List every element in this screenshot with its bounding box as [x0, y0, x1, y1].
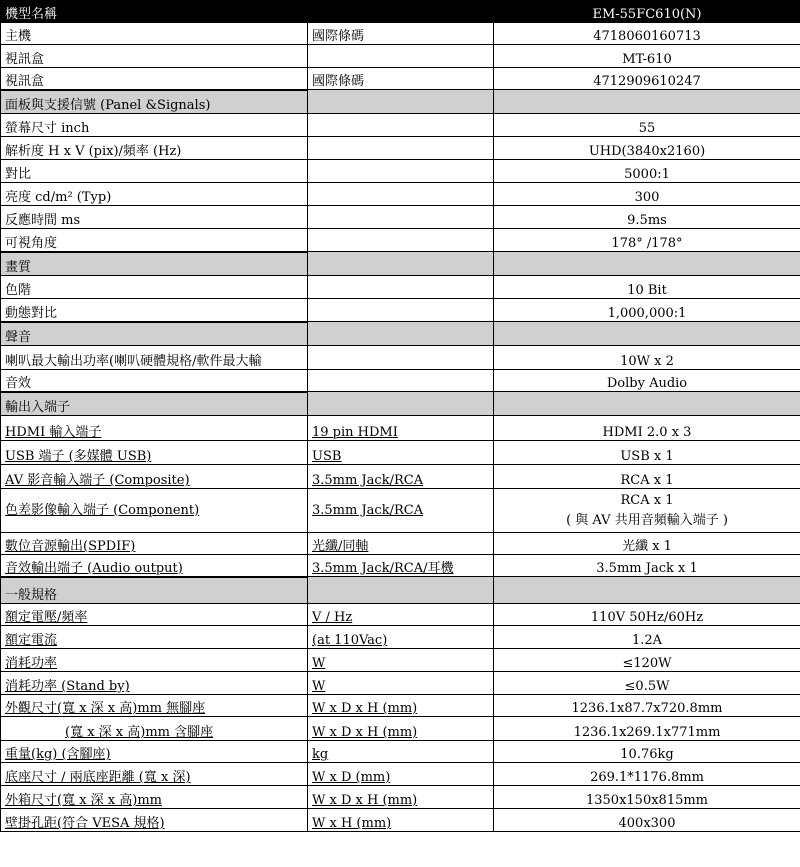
- section-header: [1, 90, 800, 114]
- spec-unit: [308, 206, 494, 229]
- spec-row: [1, 786, 800, 809]
- spec-label: 解析度 H x V (pix)/頻率 (Hz): [1, 137, 308, 160]
- spec-row: [1, 741, 800, 763]
- spec-value: 1,000,000:1: [494, 299, 800, 322]
- spec-value: MT-610: [494, 45, 800, 68]
- spec-row: [1, 137, 800, 160]
- spec-unit: 國際條碼: [308, 68, 494, 90]
- spec-value: USB x 1: [494, 441, 800, 465]
- spec-row: [1, 183, 800, 206]
- section-filler: [494, 322, 800, 346]
- spec-row: [1, 68, 800, 90]
- section-title: 面板與支援信號 (Panel &Signals): [1, 90, 308, 114]
- spec-value: 5000:1: [494, 160, 800, 183]
- spec-label: 對比: [1, 160, 308, 183]
- spec-value-text: RCA x 1: [620, 492, 674, 508]
- spec-value: 1.2A: [494, 626, 800, 649]
- spec-row: [1, 695, 800, 717]
- spec-label: 數位音源輸出(SPDIF): [1, 533, 308, 555]
- header-unit-cell: [308, 1, 494, 23]
- spec-value: 10W x 2: [494, 346, 800, 370]
- spec-row: [1, 604, 800, 626]
- header-model: EM-55FC610(N): [494, 1, 800, 23]
- section-header: [1, 392, 800, 416]
- spec-value-note: ( 與 AV 共用音頻輸入端子 ): [566, 512, 728, 528]
- spec-value: 光纖 x 1: [494, 533, 800, 555]
- section-filler: [494, 252, 800, 276]
- section-filler: [494, 392, 800, 416]
- spec-row: [1, 276, 800, 299]
- spec-label: 底座尺寸 / 兩底座距離 (寬 x 深): [1, 763, 308, 786]
- spec-row: [1, 672, 800, 695]
- section-header: [1, 322, 800, 346]
- spec-label: 動態對比: [1, 299, 308, 322]
- spec-row: [1, 489, 800, 533]
- section-title: 一般規格: [1, 577, 308, 604]
- spec-value: HDMI 2.0 x 3: [494, 416, 800, 441]
- section-filler: [494, 577, 800, 604]
- spec-unit: W x D x H (mm): [308, 717, 494, 741]
- spec-row: [1, 416, 800, 441]
- spec-row: [1, 114, 800, 137]
- spec-label: 重量(kg) (含腳座): [1, 741, 308, 763]
- section-title: 輸出入端子: [1, 392, 308, 416]
- spec-label: 消耗功率: [1, 649, 308, 672]
- spec-value: 4718060160713: [494, 23, 800, 45]
- spec-unit: W x D (mm): [308, 763, 494, 786]
- spec-label: 消耗功率 (Stand by): [1, 672, 308, 695]
- spec-value: 9.5ms: [494, 206, 800, 229]
- spec-label: 主機: [1, 23, 308, 45]
- spec-unit: [308, 160, 494, 183]
- spec-unit: W x H (mm): [308, 809, 494, 832]
- spec-row: [1, 809, 800, 832]
- spec-value: 1350x150x815mm: [494, 786, 800, 809]
- spec-row: [1, 465, 800, 489]
- spec-unit: [308, 346, 494, 370]
- spec-value: 269.1*1176.8mm: [494, 763, 800, 786]
- spec-label: 外箱尺寸(寬 x 深 x 高)mm: [1, 786, 308, 809]
- header-label: 機型名稱: [1, 1, 308, 23]
- section-filler: [308, 90, 494, 114]
- section-header: [1, 252, 800, 276]
- spec-label: AV 影音輸入端子 (Composite): [1, 465, 308, 489]
- spec-unit: [308, 183, 494, 206]
- spec-unit: W: [308, 672, 494, 695]
- section-filler: [308, 252, 494, 276]
- section-title: 畫質: [1, 252, 308, 276]
- spec-row: [1, 649, 800, 672]
- spec-value: 1236.1x269.1x771mm: [494, 717, 800, 741]
- section-filler: [308, 577, 494, 604]
- spec-unit: W x D x H (mm): [308, 786, 494, 809]
- spec-label: 音效輸出端子 (Audio output): [1, 555, 308, 577]
- spec-label: 螢幕尺寸 inch: [1, 114, 308, 137]
- spec-value: 10.76kg: [494, 741, 800, 763]
- spec-value: UHD(3840x2160): [494, 137, 800, 160]
- spec-unit: V / Hz: [308, 604, 494, 626]
- spec-unit: 3.5mm Jack/RCA: [308, 465, 494, 489]
- spec-row: [1, 346, 800, 370]
- spec-unit: 19 pin HDMI: [308, 416, 494, 441]
- spec-unit: [308, 299, 494, 322]
- spec-unit: 光纖/同軸: [308, 533, 494, 555]
- spec-value: 1236.1x87.7x720.8mm: [494, 695, 800, 717]
- spec-unit: [308, 370, 494, 392]
- spec-label: 可視角度: [1, 229, 308, 252]
- spec-unit: [308, 45, 494, 68]
- spec-label: 外觀尺寸(寬 x 深 x 高)mm 無腳座: [1, 695, 308, 717]
- spec-label: 額定電壓/頻率: [1, 604, 308, 626]
- spec-label: USB 端子 (多媒體 USB): [1, 441, 308, 465]
- spec-row: [1, 23, 800, 45]
- section-filler: [308, 322, 494, 346]
- spec-label: 音效: [1, 370, 308, 392]
- spec-unit: (at 110Vac): [308, 626, 494, 649]
- spec-row: [1, 370, 800, 392]
- spec-row: [1, 555, 800, 577]
- spec-unit: 國際條碼: [308, 23, 494, 45]
- spec-unit: USB: [308, 441, 494, 465]
- spec-value: 400x300: [494, 809, 800, 832]
- spec-value: 10 Bit: [494, 276, 800, 299]
- spec-row: [1, 626, 800, 649]
- spec-row: [1, 206, 800, 229]
- spec-label: (寬 x 深 x 高)mm 含腳座: [1, 717, 308, 741]
- spec-unit: 3.5mm Jack/RCA/耳機: [308, 555, 494, 577]
- spec-label: 壁掛孔距(符合 VESA 規格): [1, 809, 308, 832]
- spec-label: 視訊盒: [1, 45, 308, 68]
- spec-label: 亮度 cd/m² (Typ): [1, 183, 308, 206]
- spec-row: [1, 160, 800, 183]
- spec-row: [1, 441, 800, 465]
- spec-unit: W: [308, 649, 494, 672]
- spec-value: Dolby Audio: [494, 370, 800, 392]
- header-row: [1, 1, 800, 23]
- spec-label: HDMI 輸入端子: [1, 416, 308, 441]
- section-title: 聲音: [1, 322, 308, 346]
- spec-row: [1, 45, 800, 68]
- spec-label: 視訊盒: [1, 68, 308, 90]
- spec-label: 喇叭最大輸出功率(喇叭硬體規格/軟件最大輸: [1, 346, 308, 370]
- spec-unit: [308, 276, 494, 299]
- spec-unit: kg: [308, 741, 494, 763]
- spec-row: [1, 229, 800, 252]
- spec-unit: [308, 229, 494, 252]
- spec-value: [494, 489, 800, 533]
- spec-value: 4712909610247: [494, 68, 800, 90]
- spec-unit: [308, 114, 494, 137]
- spec-unit: [308, 137, 494, 160]
- spec-label: 色階: [1, 276, 308, 299]
- spec-row: [1, 533, 800, 555]
- spec-unit: 3.5mm Jack/RCA: [308, 489, 494, 533]
- spec-label: 色差影像輸入端子 (Component): [1, 489, 308, 533]
- spec-label: 反應時間 ms: [1, 206, 308, 229]
- spec-value: 110V 50Hz/60Hz: [494, 604, 800, 626]
- spec-row: [1, 299, 800, 322]
- spec-value: 300: [494, 183, 800, 206]
- spec-row: [1, 717, 800, 741]
- section-filler: [308, 392, 494, 416]
- spec-unit: W x D x H (mm): [308, 695, 494, 717]
- section-header: [1, 577, 800, 604]
- spec-row: [1, 763, 800, 786]
- section-filler: [494, 90, 800, 114]
- spec-value: ≤120W: [494, 649, 800, 672]
- spec-value: 55: [494, 114, 800, 137]
- spec-value: ≤0.5W: [494, 672, 800, 695]
- spec-value: 3.5mm Jack x 1: [494, 555, 800, 577]
- spec-value: 178° /178°: [494, 229, 800, 252]
- spec-value: RCA x 1: [494, 465, 800, 489]
- spec-label: 額定電流: [1, 626, 308, 649]
